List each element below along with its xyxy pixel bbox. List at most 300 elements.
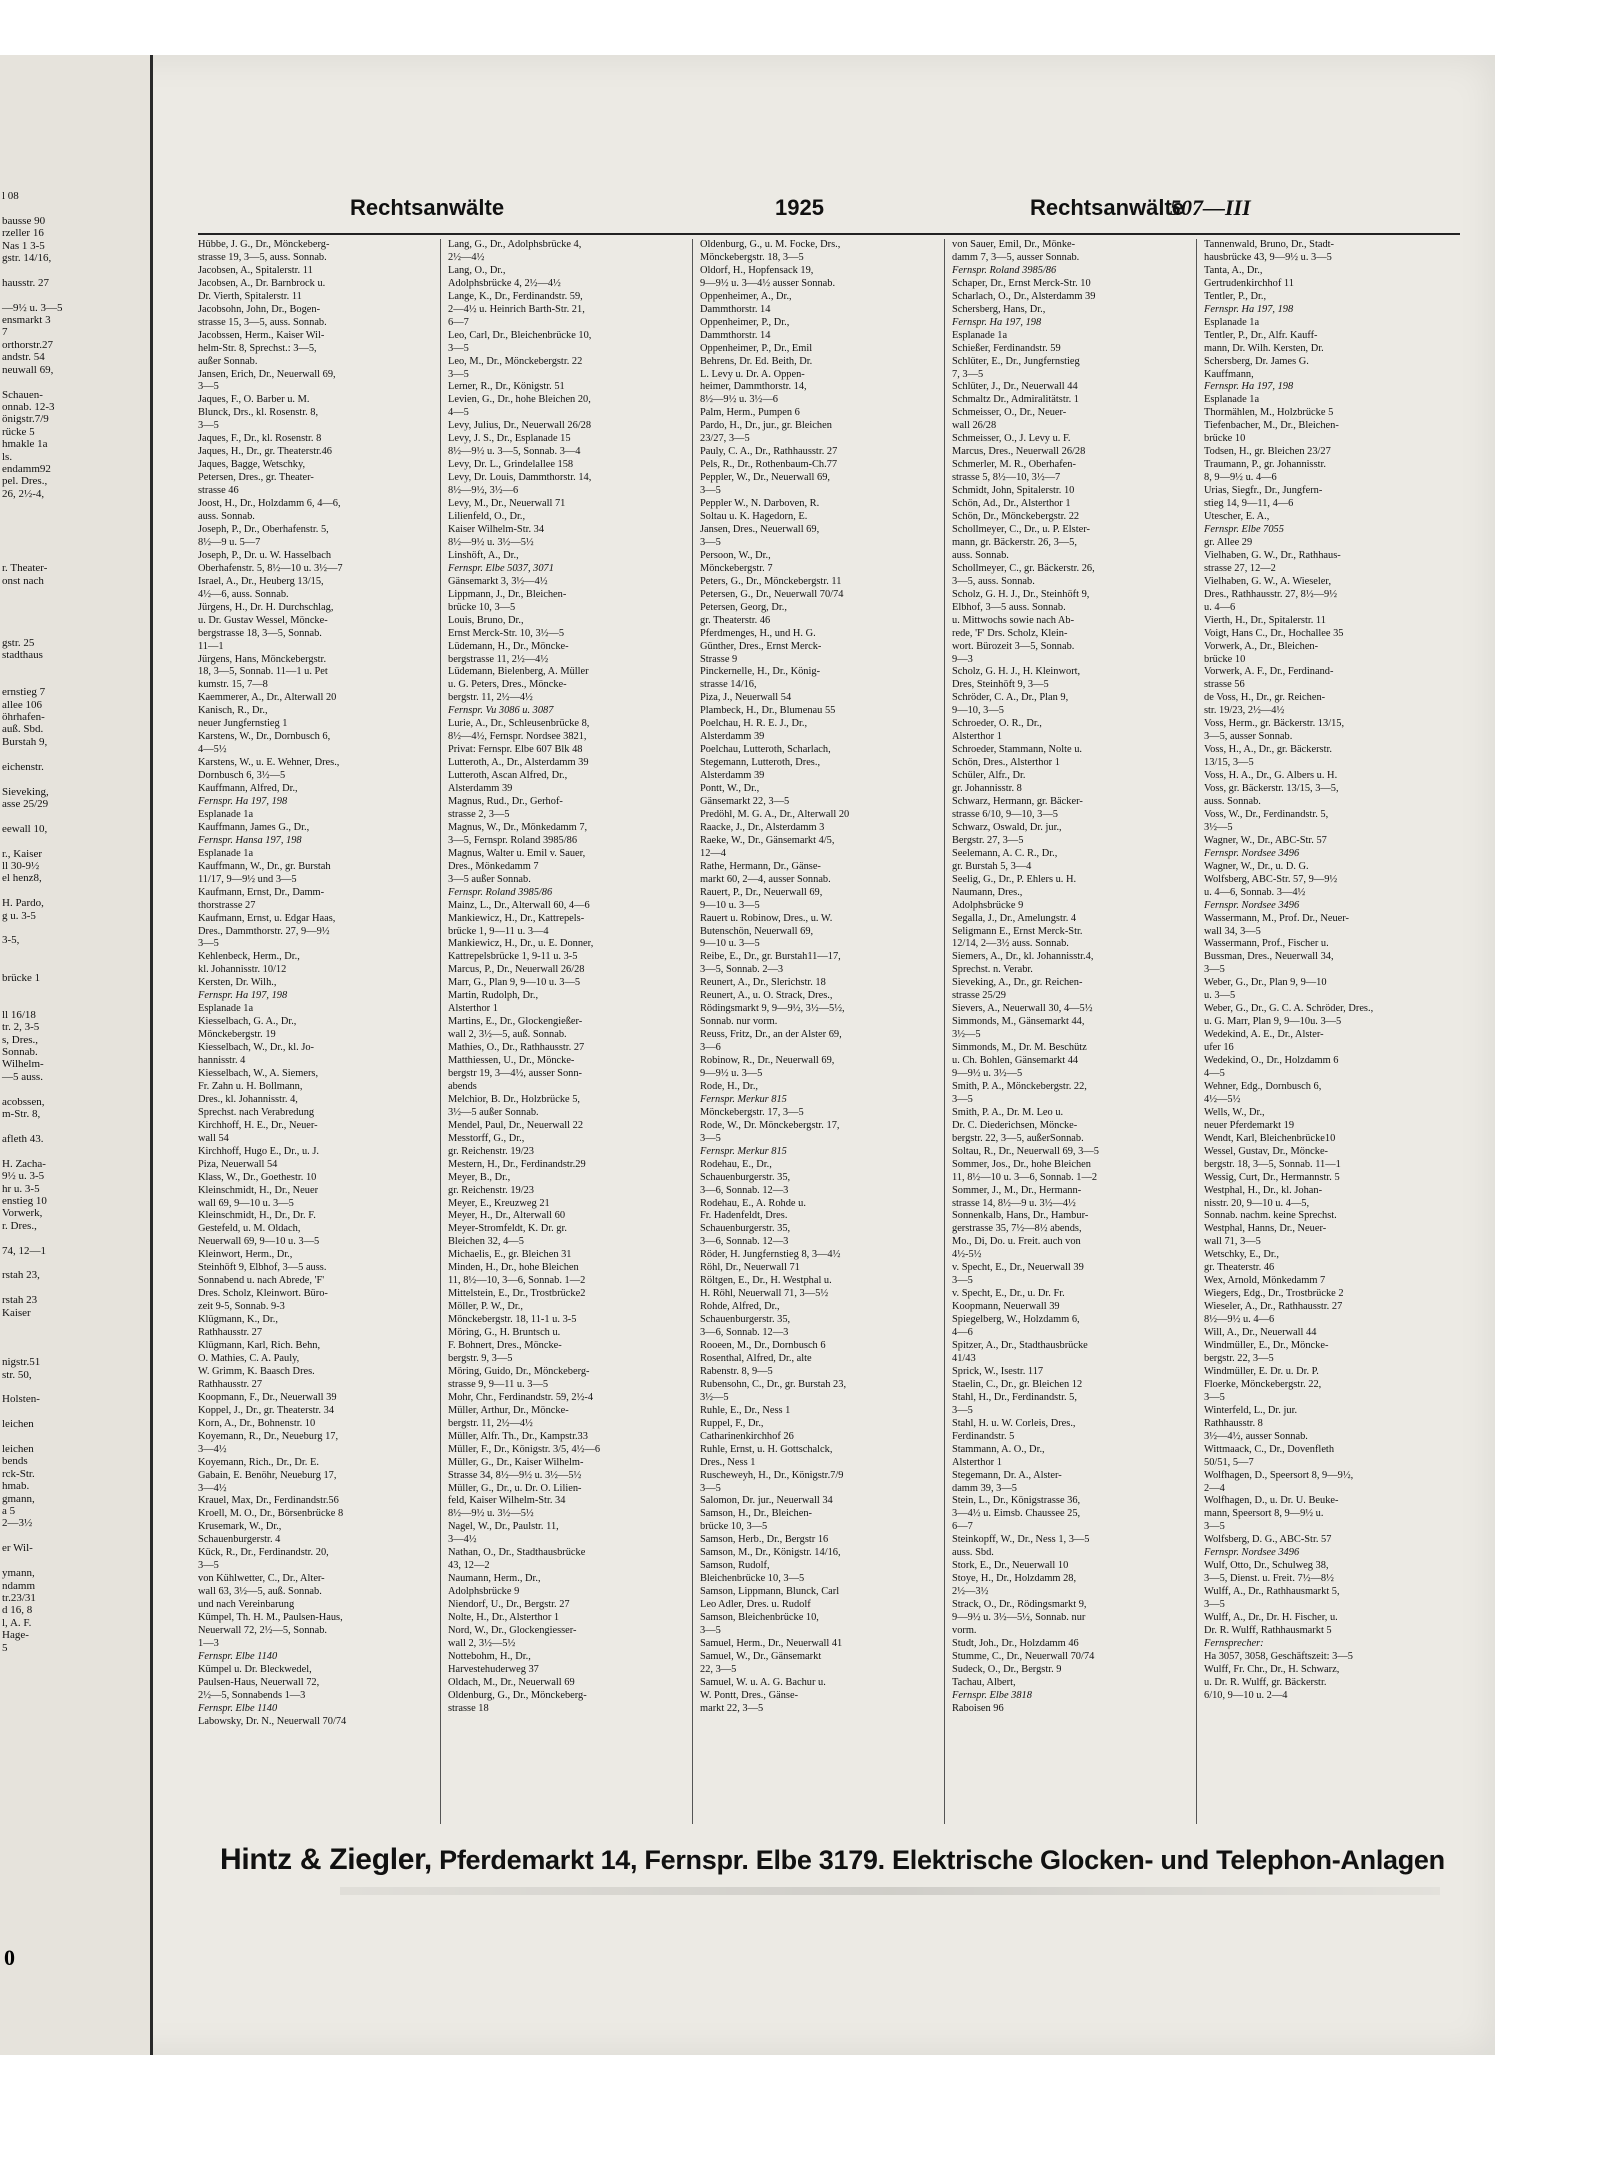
previous-page-fragment: tr.23/31 (2, 1591, 36, 1604)
previous-page-fragment: Hage- (2, 1629, 29, 1642)
previous-page-fragment (0, 1381, 150, 1393)
previous-page-fragment: neuwall 69, (2, 363, 54, 376)
directory-entry-line: Sonnab. nur vorm. (700, 1016, 778, 1028)
directory-entry-line: 3—6 (700, 1042, 721, 1054)
directory-entry-line: markt 22, 3—5 (700, 1702, 764, 1714)
directory-entry-line: Leo Adler, Dres. u. Rudolf (700, 1599, 811, 1611)
directory-entry-line: 9—9½ u. 3—4½ ausser Sonnab. (700, 277, 836, 289)
directory-entry-line: damm 39, 3—5 (952, 1482, 1017, 1494)
directory-entry-line: Lang, O., Dr., (448, 264, 506, 276)
directory-entry-line: Adolphsbrücke 9 (952, 899, 1024, 911)
directory-entry-line: bergstrasse 11, 2½—4½ (448, 653, 549, 665)
directory-entry-line: 43, 12—2 (448, 1560, 490, 1572)
bottom-advertisement (220, 1843, 1450, 1883)
directory-entry-line: 18, 3—5, Sonnab. 11—1 u. Pet (198, 666, 328, 678)
directory-entry-line: 4—5½ (198, 744, 227, 756)
directory-entry-line: Urias, Siegfr., Dr., Jungfern- (1204, 485, 1323, 497)
directory-entry-line: Melchior, B. Dr., Holzbrücke 5, (448, 1093, 581, 1105)
directory-entry-line: u. G. Peters, Dres., Möncke- (448, 679, 567, 691)
previous-page-fragment (0, 202, 150, 214)
directory-entry-line: Seligmann E., Ernst Merck-Str. (952, 925, 1083, 937)
directory-entry-line: 4½—5½ (1204, 1093, 1241, 1105)
directory-entry-line: von Kühlwetter, C., Dr., Alter- (198, 1573, 325, 1585)
directory-entry-line: Mankiewicz, H., Dr., Kattrepels- (448, 912, 585, 924)
directory-entry-line: Scholz, G. H. J., H. Kleinwort, (952, 666, 1081, 678)
directory-entry-line: 11—1 (198, 640, 224, 652)
directory-entry-line: Vielhaben, G. W., Dr., Rathhaus- (1204, 549, 1341, 561)
column-3 (700, 239, 936, 1824)
directory-entry-line: 3—5, Fernspr. Roland 3985/86 (448, 834, 578, 846)
directory-entry-line: Labowsky, Dr. N., Neuerwall 70/74 (198, 1715, 347, 1727)
directory-entry-line: Wolfsberg, ABC-Str. 57, 9—9½ (1204, 873, 1338, 885)
directory-entry-line: damm 7, 3—5, ausser Sonnab. (952, 251, 1080, 263)
directory-entry-line: Mendel, Paul, Dr., Neuerwall 22 (448, 1119, 584, 1131)
directory-entry-line: Lüdemann, Bielenberg, A. Müller (448, 666, 589, 678)
directory-entry-line: strasse 46 (198, 485, 239, 497)
previous-page-fragment: Kaiser (2, 1306, 31, 1319)
directory-entry-line: Koopmann, F., Dr., Neuerwall 39 (198, 1391, 337, 1403)
directory-entry-line: Fernspr. Hansa 197, 198 (198, 834, 302, 846)
directory-entry-line: gr. Reichenstr. 19/23 (448, 1145, 535, 1157)
directory-entry-line: Schmerler, M. R., Oberhafen- (952, 459, 1076, 471)
previous-page-fragment (0, 1331, 150, 1343)
directory-entry-line: Naumann, Dres., (952, 886, 1023, 898)
directory-entry-line: 3—6, Sonnab. 12—3 (700, 1236, 789, 1248)
previous-page-fragment: ymann, (2, 1567, 35, 1580)
directory-entry-line: 3—5 (952, 1404, 973, 1416)
directory-entry-line: 3—5, ausser Sonnab. (1204, 731, 1293, 743)
directory-entry-line: Schüler, Alfr., Dr. (952, 770, 1026, 782)
directory-entry-line: 3—5 (198, 381, 219, 393)
directory-entry-line: wort. Bürozeit 3—5, Sonnab. (952, 640, 1075, 652)
directory-entry-line: strasse 19, 3—5, auss. Sonnab. (198, 251, 327, 263)
directory-entry-line: 3—5 (700, 1132, 721, 1144)
previous-page-fragment: H. Pardo, (2, 897, 44, 910)
directory-entry-line: Smith, P. A., Mönckebergstr. 22, (952, 1080, 1087, 1092)
previous-page-fragment: ll 30-9½ (2, 859, 40, 872)
previous-page-fragment (0, 587, 150, 599)
previous-page-fragment: hmakle 1a (2, 438, 48, 451)
directory-entry-line: Steinkopff, W., Dr., Ness 1, 3—5 (952, 1534, 1090, 1546)
directory-entry-line: Reunert, A., u. O. Strack, Dres., (700, 990, 833, 1002)
directory-entry-line: Wittmaack, C., Dr., Dovenfleth (1204, 1443, 1335, 1455)
previous-page-fragment (0, 835, 150, 847)
previous-page-fragment: er Wil- (2, 1542, 33, 1555)
directory-entry-line: Oberhafenstr. 5, 8½—10 u. 3½—7 (198, 562, 343, 574)
directory-entry-line: Korn, A., Dr., Bohnenstr. 10 (198, 1417, 316, 1429)
ad-firm-name: Hintz & Ziegler, (220, 1843, 432, 1876)
directory-entry-line: Segalla, J., Dr., Amelungstr. 4 (952, 912, 1077, 924)
previous-page-fragment (0, 1530, 150, 1542)
directory-entry-line: Meyer, E., Kreuzweg 21 (448, 1197, 550, 1209)
directory-entry-line: Tanta, A., Dr., (1204, 264, 1263, 276)
directory-entry-line: Möring, Guido, Dr., Mönckeberg- (448, 1365, 590, 1377)
directory-entry-line: gr. Theaterstr. 46 (1204, 1262, 1275, 1274)
previous-page-fragment: r., Kaiser (2, 847, 43, 860)
directory-entry-line: Tiefenbacher, M., Dr., Bleichen- (1204, 420, 1339, 432)
directory-entry-line: Nagel, W., Dr., Paulstr. 11, (448, 1521, 559, 1533)
directory-entry-line: neuer Pferdemarkt 19 (1204, 1119, 1295, 1131)
directory-entry-line: Tentler, P., Dr., Alfr. Kauff- (1204, 329, 1318, 341)
directory-entry-line: Minden, H., Dr., hohe Bleichen (448, 1262, 579, 1274)
directory-entry-line: Kirchhoff, Hugo E., Dr., u. J. (198, 1145, 320, 1157)
directory-entry-line: Dammthorstr. 14 (700, 329, 771, 341)
directory-entry-line: 4½-5½ (952, 1249, 982, 1261)
previous-page-fragment (0, 599, 150, 611)
directory-entry-line: 1—3 (198, 1637, 219, 1649)
previous-page-fragment: 26, 2½-4, (2, 487, 45, 500)
directory-entry-line: Samuel, Herm., Dr., Neuerwall 41 (700, 1637, 843, 1649)
directory-entry-line: bergstr 19, 3—4½, ausser Sonn- (448, 1068, 583, 1079)
directory-entry-line: Nathan, O., Dr., Stadthausbrücke (448, 1547, 586, 1559)
previous-page-fragments (0, 190, 150, 1654)
directory-entry-line: Jansen, Dres., Neuerwall 69, (700, 523, 820, 535)
directory-entry-line: Naumann, Herm., Dr., (448, 1573, 541, 1585)
directory-entry-line: Voigt, Hans C., Dr., Hochallee 35 (1204, 627, 1344, 639)
directory-entry-line: Klügmann, K., Dr., (198, 1314, 278, 1326)
directory-entry-line: Dornbusch 6, 3½—5 (198, 770, 286, 782)
directory-entry-line: Oldach, M., Dr., Neuerwall 69 (448, 1676, 575, 1688)
directory-entry-line: Wolfhagen, D., Speersort 8, 9—9½, (1204, 1469, 1354, 1481)
directory-entry-line: Esplanade 1a (1204, 316, 1260, 328)
directory-entry-line: 3—5 außer Sonnab. (448, 873, 531, 885)
directory-entry-line: Dres, Steinhöft 9, 3—5 (952, 679, 1049, 691)
directory-entry-line: Martin, Rudolph, Dr., (448, 990, 539, 1002)
directory-entry-line: Catharinenkirchhof 26 (700, 1430, 794, 1442)
directory-entry-line: Oldenburg, G., u. M. Focke, Drs., (700, 239, 841, 250)
directory-entry-line: auss. Sonnab. (198, 511, 255, 523)
previous-page-fragment (0, 1120, 150, 1132)
directory-entry-line: kumstr. 15, 7—8 (198, 679, 268, 691)
directory-entry-line: Wedekind, O., Dr., Holzdamm 6 (1204, 1055, 1339, 1067)
previous-page-fragment: el henz8, (2, 872, 42, 885)
directory-entry-line: 3½—5 (700, 1391, 729, 1403)
previous-page-fragment: gstr. 14/16, (2, 252, 52, 265)
directory-entry-line: Oldorf, H., Hopfensack 19, (700, 264, 814, 276)
directory-entry-line: Fernspr. Elbe 3818 (952, 1689, 1032, 1701)
directory-entry-line: strasse 27, 12—2 (1204, 562, 1276, 574)
previous-page-fragment (0, 376, 150, 388)
directory-entry-line: 9—9½ u. 3—5 (700, 1068, 763, 1079)
directory-entry-line: Schön, Dr., Mönckebergstr. 22 (952, 511, 1080, 523)
directory-entry-line: Mohr, Chr., Ferdinandstr. 59, 2½-4 (448, 1391, 594, 1403)
directory-entry-line: wall 71, 3—5 (1204, 1236, 1261, 1248)
directory-entry-line: Rödingsmarkt 9, 9—9½, 3½—5½, (700, 1003, 845, 1015)
directory-entry-line: Lilienfeld, O., Dr., (448, 511, 526, 523)
directory-entry-line: brücke 10, 3—5 (448, 601, 516, 613)
directory-entry-line: Samson, Lippmann, Blunck, Carl (700, 1586, 840, 1598)
directory-entry-line: Alsterthor 1 (448, 1003, 498, 1015)
directory-entry-line: Salomon, Dr. jur., Neuerwall 34 (700, 1495, 833, 1507)
previous-page-fragment (0, 748, 150, 760)
directory-entry-line: strasse 9, 9—11 u. 3—5 (448, 1378, 549, 1390)
directory-entry-line: Strasse 9 (700, 653, 738, 665)
previous-page-fragment: ensmarkt 3 (2, 314, 51, 327)
directory-entry-line: 4—5 (1204, 1068, 1225, 1079)
previous-page-fragment: ndamm (2, 1579, 35, 1592)
previous-page-fragment: r. Dres., (2, 1219, 37, 1232)
directory-entry-line: Mönckebergstr. 18, 11-1 u. 3-5 (448, 1314, 577, 1326)
directory-entry-line: Bussman, Dres., Neuerwall 34, (1204, 951, 1334, 963)
directory-entry-line: Windmüller, E. Dr. u. Dr. P. (1204, 1365, 1319, 1377)
previous-page-fragment: gstr. 25 (2, 636, 35, 649)
directory-entry-line: Samson, Herb., Dr., Bergstr 16 (700, 1534, 829, 1546)
directory-entry-line: Dr. C. Diederichsen, Möncke- (952, 1119, 1078, 1131)
directory-entry-line: Studt, Joh., Dr., Holzdamm 46 (952, 1637, 1079, 1649)
directory-entry-line: 8½—9½ u. 3—5, Sonnab. 3—4 (448, 446, 581, 458)
directory-entry-line: Oppenheimer, A., Dr., (700, 290, 792, 302)
directory-entry-line: 4½—6, auss. Sonnab. (198, 588, 289, 600)
directory-entry-line: 50/51, 5—7 (1204, 1456, 1254, 1468)
directory-entry-line: Magnus, Walter u. Emil v. Sauer, (448, 847, 586, 859)
directory-entry-line: Wassermann, Prof., Fischer u. (1204, 938, 1329, 950)
directory-entry-line: 3—5 (1204, 1521, 1225, 1533)
directory-entry-line: Voss, Herm., gr. Bäckerstr. 13/15, (1204, 718, 1345, 730)
directory-entry-line: Steinhöft 9, Elbhof, 3—5 auss. (198, 1262, 327, 1274)
previous-page-fragment: r. Theater- (2, 562, 48, 575)
directory-entry-line: Leo, Carl, Dr., Bleichenbrücke 10, (448, 329, 592, 341)
directory-entry-line: u. 4—6, Sonnab. 3—4½ (1204, 886, 1306, 898)
directory-entry-line: Röder, H. Jungfernstieg 8, 3—4½ (700, 1249, 841, 1261)
directory-entry-line: Reunert, A., Dr., Slerichstr. 18 (700, 977, 826, 989)
directory-entry-line: Stoye, H., Dr., Holzdamm 28, (952, 1573, 1077, 1585)
directory-entry-line: stieg 14, 9—11, 4—6 (1204, 498, 1294, 510)
directory-entry-line: Vielhaben, G. W., A. Wieseler, (1204, 575, 1332, 587)
directory-entry-line: helm-Str. 8, Sprechst.: 3—5, (198, 342, 317, 354)
directory-entry-line: Schersberg, Dr. James G. (1204, 355, 1309, 367)
directory-entry-line: Fr. Zahn u. H. Bollmann, (198, 1080, 303, 1092)
directory-entry-line: Sprick, W., Isestr. 117 (952, 1365, 1044, 1377)
directory-entry-line: Michaelis, E., gr. Bleichen 31 (448, 1249, 572, 1261)
directory-entry-line: gr. Johannisstr. 8 (952, 783, 1022, 795)
directory-entry-line: Dres. Scholz, Kleinwort. Büro- (198, 1288, 328, 1300)
directory-entry-line: markt 60, 2—4, ausser Sonnab. (700, 873, 831, 885)
directory-entry-line: Meyer, H., Dr., Alterwall 60 (448, 1210, 566, 1222)
directory-entry-line: Simmonds, M., Dr. M. Beschütz (952, 1042, 1087, 1054)
directory-entry-line: 3—5 (1204, 1391, 1225, 1403)
directory-entry-line: 23/27, 3—5 (700, 433, 750, 445)
directory-entry-line: Scharlach, O., Dr., Alsterdamm 39 (952, 290, 1096, 302)
directory-entry-line: Voss, gr. Bäckerstr. 13/15, 3—5, (1204, 783, 1339, 795)
directory-entry-line: Esplanade 1a (952, 329, 1008, 341)
directory-entry-line: Jaques, F., O. Barber u. M. (198, 394, 310, 406)
previous-page-fragment: H. Zacha- (2, 1157, 46, 1170)
directory-entry-line: Todsen, H., gr. Bleichen 23/27 (1204, 446, 1331, 458)
directory-entry-line: 12/14, 2—3½ auss. Sonnab. (952, 938, 1069, 950)
directory-entry-line: 3—4½ u. Eimsb. Chaussee 25, (952, 1508, 1081, 1520)
directory-entry-line: Stegemann, Lutteroth, Dres., (700, 757, 821, 769)
directory-entry-line: 3—5, Dienst. u. Freit. 7½—8½ (1204, 1573, 1334, 1585)
directory-entry-line: Robinow, R., Dr., Neuerwall 69, (700, 1055, 835, 1067)
previous-page-fragment: Sieveking, (2, 785, 49, 798)
directory-entry-line: wall 26/28 (952, 420, 997, 432)
directory-entry-line: Mankiewicz, H., Dr., u. E. Donner, (448, 938, 594, 950)
directory-entry-line: Niendorf, U., Dr., Bergstr. 27 (448, 1599, 570, 1611)
previous-page-fragment (0, 525, 150, 537)
directory-entry-line: 3—4½ (448, 1534, 477, 1546)
directory-entry-line: 3—6, Sonnab. 12—3 (700, 1327, 789, 1339)
directory-entry-line: gr. Burstah 5, 3—4 (952, 860, 1032, 872)
directory-entry-line: Fernspr. Ha 197, 198 (1204, 303, 1294, 315)
previous-page-number: 0 (4, 1945, 15, 1970)
directory-entry-line: Günther, Dres., Ernst Merck- (700, 640, 822, 652)
directory-entry-line: Wehner, Edg., Dornbusch 6, (1204, 1080, 1322, 1092)
directory-entry-line: 3—5 (448, 368, 469, 380)
previous-page-fragment: hr u. 3-5 (2, 1182, 40, 1195)
previous-page-fragment: andstr. 54 (2, 351, 45, 364)
directory-entry-line: Jürgens, Hans, Mönckebergstr. (198, 653, 327, 665)
directory-entry-line: Marr, G., Plan 9, 9—10 u. 3—5 (448, 977, 581, 989)
directory-entry-line: Mainz, L., Dr., Alterwall 60, 4—6 (448, 899, 590, 911)
previous-page-fragment: 3-5, (2, 934, 20, 947)
directory-entry-line: Wagner, W., Dr., ABC-Str. 57 (1204, 834, 1327, 846)
directory-entry-line: Kattrepelsbrücke 1, 9-11 u. 3-5 (448, 951, 578, 963)
directory-entry-line: u. Dr. R. Wulff, gr. Bäckerstr. (1204, 1676, 1327, 1688)
directory-entry-line: Raeke, W., Dr., Gänsemarkt 4/5, (700, 834, 835, 846)
directory-entry-line: Rode, W., Dr. Mönckebergstr. 17, (700, 1119, 840, 1131)
directory-entry-line: Esplanade 1a (198, 808, 254, 820)
directory-entry-line: Kleinschmidt, H., Dr., Neuer (198, 1184, 319, 1196)
directory-entry-line: rede, 'F' Drs. Scholz, Klein- (952, 627, 1068, 639)
directory-entry-line: Butenschön, Neuerwall 69, (700, 925, 814, 937)
directory-entry-line: Neuerwall 69, 9—10 u. 3—5 (198, 1236, 320, 1248)
directory-entry-line: Petersen, G., Dr., Neuerwall 70/74 (700, 588, 844, 600)
directory-entry-line: Kroell, M. O., Dr., Börsenbrücke 8 (198, 1508, 344, 1520)
directory-entry-line: Adolphsbrücke 9 (448, 1586, 520, 1598)
directory-entry-line: 3½—4½, ausser Sonnab. (1204, 1430, 1308, 1442)
previous-page-fragment: orthorstr.27 (2, 338, 54, 351)
directory-columns (198, 233, 1460, 1835)
directory-entry-line: 3½—5 außer Sonnab. (448, 1106, 539, 1118)
directory-entry-line: Utescher, E. A., (1204, 511, 1270, 523)
directory-entry-line: Dammthorstr. 14 (700, 303, 771, 315)
previous-page-fragment: m-Str. 8, (2, 1108, 41, 1121)
directory-entry-line: O. Mathies, C. A. Pauly, (198, 1352, 300, 1364)
directory-entry-line: wall 2, 3½—5, auß. Sonnab. (448, 1029, 567, 1041)
previous-page-fragment: asse 25/29 (2, 797, 49, 810)
directory-entry-line: Stammann, A. O., Dr., (952, 1443, 1045, 1455)
previous-page-fragment: tr. 2, 3-5 (2, 1021, 40, 1034)
directory-entry-line: 8, 9—9½ u. 4—6 (1204, 472, 1277, 484)
directory-entry-line: Müller, Alfr. Th., Dr., Kampstr.33 (448, 1430, 588, 1442)
directory-entry-line: mann, gr. Bäckerstr. 26, 3—5, (952, 536, 1077, 548)
directory-entry-line: Sprechst. n. Verabr. (952, 964, 1033, 976)
previous-page-fragment (0, 1257, 150, 1269)
directory-entry-line: Sonnenkalb, Hans, Dr., Hambur- (952, 1210, 1089, 1222)
directory-entry-line: außer Sonnab. (198, 355, 258, 367)
directory-entry-line: W. Pontt, Dres., Gänse- (700, 1689, 799, 1701)
directory-entry-line: Rathhausstr. 27 (198, 1378, 263, 1390)
directory-entry-line: Seelemann, A. C. R., Dr., (952, 847, 1058, 859)
directory-entry-line: Wessig, Curt, Dr., Hermannstr. 5 (1204, 1171, 1340, 1183)
directory-entry-line: Rubensohn, C., Dr., gr. Burstah 23, (700, 1378, 847, 1390)
directory-entry-line: Pontt, W., Dr., (700, 783, 760, 795)
directory-entry-line: Alsterthor 1 (952, 1456, 1002, 1468)
directory-entry-line: brücke 1, 9—11 u. 3—4 (448, 925, 549, 937)
directory-entry-line: strasse 25/29 (952, 990, 1006, 1002)
previous-page-fragment: Wilhelm- (2, 1058, 44, 1071)
directory-entry-line: Jaques, F., Dr., kl. Rosenstr. 8 (198, 433, 322, 445)
directory-entry-line: Levien, G., Dr., hohe Bleichen 20, (448, 394, 591, 406)
directory-entry-line: gr. Allee 29 (1204, 536, 1253, 548)
previous-page-fragment: önigstr.7/9 (2, 413, 49, 426)
previous-page-fragment (0, 959, 150, 971)
directory-entry-line: Kaiser Wilhelm-Str. 34 (448, 523, 545, 535)
directory-entry-line: 7, 3—5 (952, 368, 984, 380)
directory-entry-line: Martins, E., Dr., Glockengießer- (448, 1016, 583, 1028)
previous-page-fragment (0, 513, 150, 525)
directory-entry-line: Reibe, E., Dr., gr. Burstah11—17, (700, 951, 841, 963)
directory-entry-line: Nottebohm, H., Dr., (448, 1650, 531, 1662)
directory-entry-line: Joost, H., Dr., Holzdamm 6, 4—6, (198, 498, 341, 510)
directory-entry-line: 6/10, 9—10 u. 2—4 (1204, 1689, 1288, 1701)
directory-entry-line: 3—5 (700, 1624, 721, 1636)
previous-page-fragment (0, 500, 150, 512)
directory-entry-line: wall 54 (198, 1132, 229, 1144)
previous-page-fragment (0, 947, 150, 959)
directory-entry-line: Fernspr. Nordsee 3496 (1204, 899, 1300, 911)
directory-entry-line: Klass, W., Dr., Goethestr. 10 (198, 1171, 317, 1183)
directory-entry-line: Mönckebergstr. 7 (700, 562, 773, 574)
directory-entry-line: Krauel, Max, Dr., Ferdinandstr.56 (198, 1495, 339, 1507)
directory-entry-line: Stork, E., Dr., Neuerwall 10 (952, 1560, 1069, 1572)
directory-entry-line: Samson, H., Dr., Bleichen- (700, 1508, 812, 1520)
column-4 (952, 239, 1188, 1824)
directory-entry-line: wall 63, 3½—5, auß. Sonnab. (198, 1586, 322, 1598)
directory-entry-line: wall 34, 3—5 (1204, 925, 1261, 937)
directory-entry-line: Tachau, Albert, (952, 1676, 1016, 1688)
directory-entry-line: Müller, G., Dr., u. Dr. O. Lilien- (448, 1482, 582, 1494)
directory-entry-line: u. Mittwochs sowie nach Ab- (952, 614, 1075, 626)
directory-entry-line: Bleichen 32, 4—5 (448, 1236, 524, 1248)
directory-entry-line: Seelig, G., Dr., P. Ehlers u. H. (952, 873, 1077, 885)
directory-entry-line: Elbhof, 3—5 auss. Sonnab. (952, 601, 1066, 613)
previous-page-fragment: 2—3½ (2, 1517, 33, 1530)
directory-entry-line: Fernspr. Ha 197, 198 (952, 316, 1042, 328)
directory-entry-line: Privat: Fernspr. Elbe 607 Blk 48 (448, 744, 583, 756)
directory-entry-line: v. Specht, E., Dr., Neuerwall 39 (952, 1262, 1084, 1274)
directory-entry-line: Nord, W., Dr., Glockengiesser- (448, 1624, 577, 1636)
directory-entry-line: Adolphsbrücke 4, 2½—4½ (448, 277, 561, 289)
previous-page-fragment: Holsten- (2, 1393, 40, 1406)
directory-entry-line: Predöhl, M. G. A., Dr., Alterwall 20 (700, 808, 850, 820)
previous-page-fragment: brücke 1 (2, 971, 41, 984)
directory-entry-line: auss. Sonnab. (952, 549, 1009, 561)
directory-entry-line: 8½—9½ u. 3½—5½ (448, 536, 534, 548)
previous-page-fragment: leichen (2, 1418, 34, 1431)
directory-entry-line: Hübbe, J. G., Dr., Mönckeberg- (198, 239, 330, 250)
previous-page-fragment: enstieg 10 (2, 1194, 47, 1207)
directory-entry-line: Stein, L., Dr., Königstrasse 36, (952, 1495, 1081, 1507)
directory-entry-line: str. 19/23, 2½—4½ (1204, 705, 1285, 717)
directory-entry-line: Schlüter, J., Dr., Neuerwall 44 (952, 381, 1078, 393)
directory-entry-line: Rosenthal, Alfred, Dr., alte (700, 1352, 812, 1364)
directory-entry-line: 3—5 (952, 1275, 973, 1287)
directory-entry-line: Fernspr. Elbe 1140 (198, 1650, 278, 1662)
directory-entry-line: Linshöft, A., Dr., (448, 549, 519, 561)
directory-entry-line: 2—4½ u. Heinrich Barth-Str. 21, (448, 303, 585, 315)
directory-entry-line: Schauenburgerstr. 35, (700, 1223, 791, 1235)
directory-entry-line: Dres., Mönkedamm 7 (448, 860, 539, 872)
previous-page-fragment: l 08 (2, 190, 19, 202)
previous-page-fragment: endamm92 (2, 462, 51, 475)
previous-page-fragment (0, 922, 150, 934)
previous-page-fragment (0, 624, 150, 636)
directory-entry-line: Fernspr. Vu 3086 u. 3087 (448, 705, 554, 717)
directory-entry-line: 3—6, Sonnab. 12—3 (700, 1184, 789, 1196)
directory-entry-line: Oppenheimer, P., Dr., (700, 316, 790, 328)
previous-page-fragment: s, Dres., (2, 1033, 39, 1046)
